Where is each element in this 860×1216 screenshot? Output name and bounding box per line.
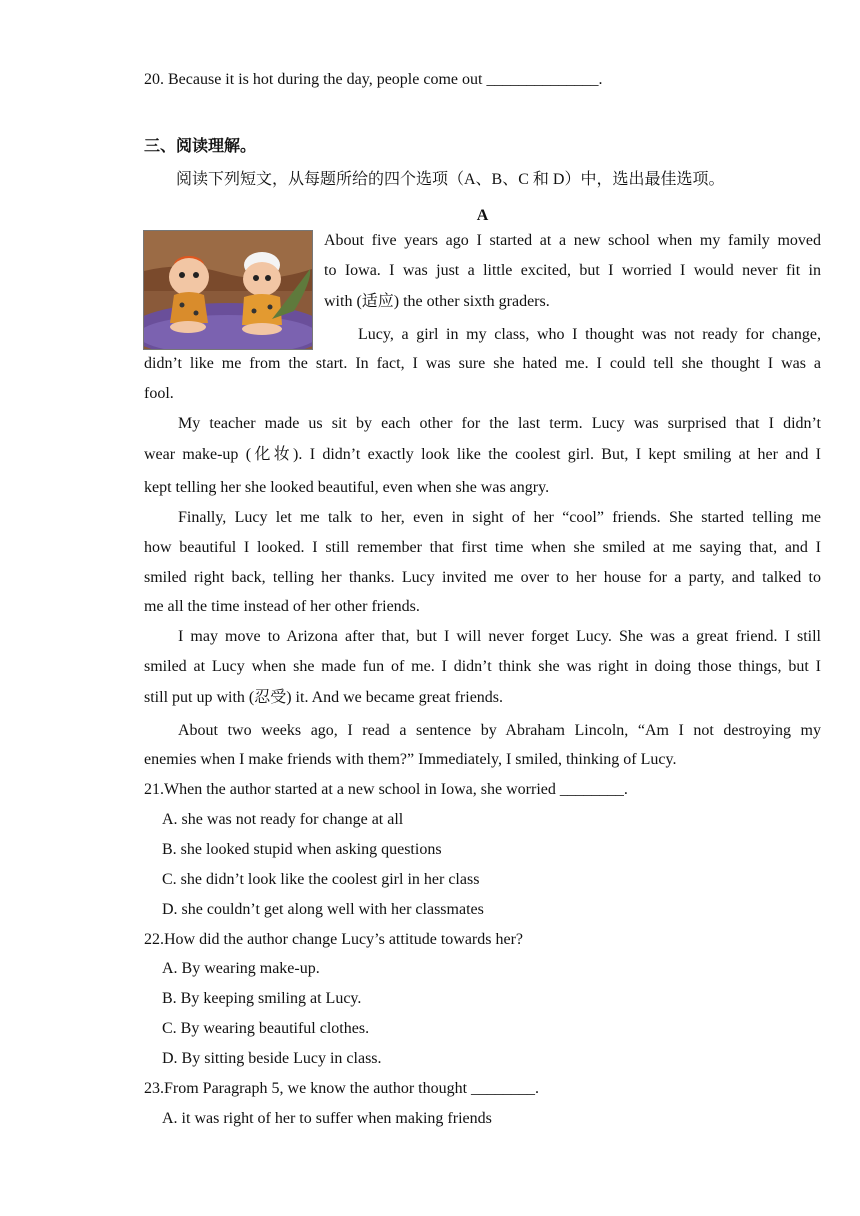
question-20: 20. Because it is hot during the day, people come out ______________. <box>144 71 603 88</box>
section-title: 三、阅读理解。 <box>144 138 257 155</box>
answer-option: C. By wearing beautiful clothes. <box>162 1020 370 1037</box>
passage-line: wear make-up (化妆). I didn’t exactly look like the coolest girl. But, I kept smiling at her and I <box>144 446 821 463</box>
question-stem: 21.When the author started at a new school in Iowa, she worried ________. <box>144 781 628 798</box>
answer-option: C. she didn’t look like the coolest girl in her class <box>162 871 480 888</box>
passage-line: About two weeks ago, I read a sentence by Abraham Lincoln, “Am I not destroying my <box>178 722 821 739</box>
instructions: 阅读下列短文，从每题所给的四个选项（A、B、C 和 D）中，选出最佳选项。 <box>176 171 725 188</box>
passage-line: how beautiful I looked. I still remember that first time when she smiled at me saying that, and I <box>144 539 821 556</box>
cartoon-illustration <box>143 230 313 350</box>
passage-line: About five years ago I started at a new school when my family moved <box>324 232 821 249</box>
passage-line: My teacher made us sit by each other for the last term. Lucy was surprised that I didn’t <box>178 415 821 432</box>
answer-option: A. it was right of her to suffer when making friends <box>162 1110 492 1127</box>
question-stem: 22.How did the author change Lucy’s attitude towards her? <box>144 931 523 948</box>
passage-line: enemies when I make friends with them?” Immediately, I smiled, thinking of Lucy. <box>144 751 677 768</box>
passage-line: I may move to Arizona after that, but I will never forget Lucy. She was a great friend. I still <box>178 628 821 645</box>
passage-label: A <box>476 207 489 224</box>
passage-line: me all the time instead of her other friends. <box>144 598 420 615</box>
answer-option: A. By wearing make-up. <box>162 960 320 977</box>
cartoon-children-image <box>144 231 312 349</box>
passage-line: still put up with (忍受) it. And we became great friends. <box>144 689 504 706</box>
passage-line: Lucy, a girl in my class, who I thought was not ready for change, <box>358 326 821 343</box>
answer-option: B. By keeping smiling at Lucy. <box>162 990 362 1007</box>
passage-line: kept telling her she looked beautiful, even when she was angry. <box>144 479 550 496</box>
passage-line: smiled right back, telling her thanks. Lucy invited me over to her house for a party, and talked to <box>144 569 821 586</box>
passage-line: Finally, Lucy let me talk to her, even in sight of her “cool” friends. She started telling me <box>178 509 821 526</box>
passage-line: to Iowa. I was just a little excited, but I worried I would never fit in <box>324 262 821 279</box>
passage-line: smiled at Lucy when she made fun of me. I didn’t think she was right in doing those things, but I <box>144 658 821 675</box>
answer-option: B. she looked stupid when asking questions <box>162 841 442 858</box>
passage-line: with (适应) the other sixth graders. <box>324 293 550 310</box>
question-stem: 23.From Paragraph 5, we know the author thought ________. <box>144 1080 540 1097</box>
answer-option: A. she was not ready for change at all <box>162 811 404 828</box>
answer-option: D. she couldn’t get along well with her classmates <box>162 901 484 918</box>
passage-line: fool. <box>144 385 174 402</box>
passage-line: didn’t like me from the start. In fact, I was sure she hated me. I could tell she thought I was a <box>144 355 821 372</box>
answer-option: D. By sitting beside Lucy in class. <box>162 1050 382 1067</box>
